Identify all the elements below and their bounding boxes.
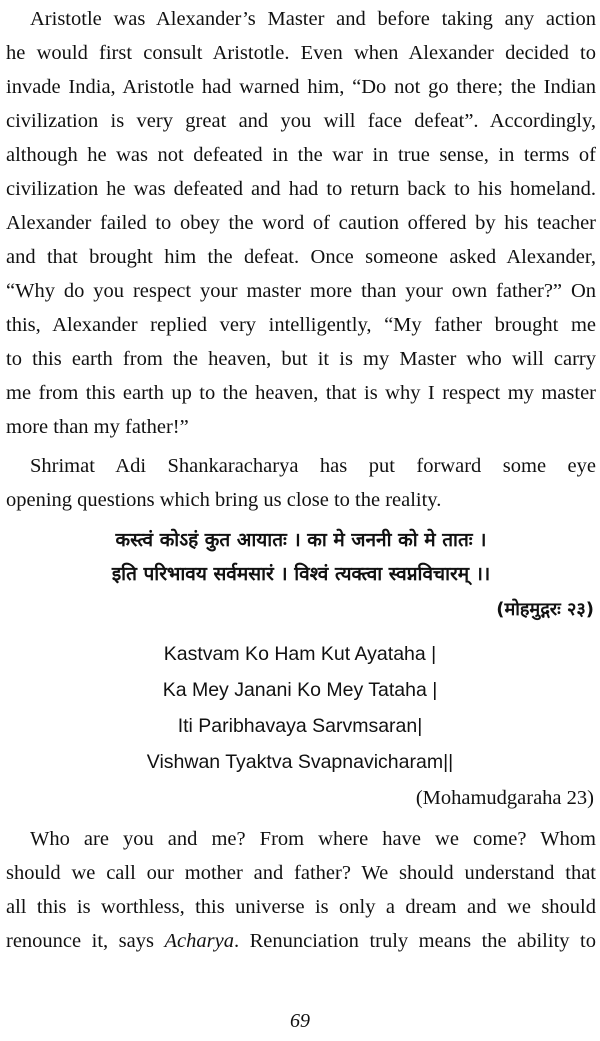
text-line: civilization is very great and you will face defeat”. Accordingly, [6,110,596,132]
text-line: Aristotle was Alexander’s Master and before taking any action [30,8,596,30]
italic-term-acharya: Acharya [164,930,234,952]
sanskrit-reference: (मोहमुद्गरः २३) [496,599,594,620]
text-line: “Why do you respect your master more than your own father?” On [6,280,596,302]
text-line: Alexander failed to obey the word of caution offered by his teacher [6,212,596,234]
text-segment: . Renunciation truly means the ability to [233,930,596,952]
sanskrit-line: कस्त्वं कोऽहं कुत आयातः । का मे जननी को मे तातः । [115,529,487,551]
text-segment: renounce it, says [6,930,165,952]
transliteration-line: Iti Paribhavaya Sarvmsaran| [177,715,423,737]
text-line: Who are you and me? From where have we come? Whom [30,828,596,850]
transliteration-line: Vishwan Tyaktva Svapnavicharam|| [146,751,454,773]
transliteration-reference: (Mohamudgaraha 23) [415,787,594,809]
text-line: me from this earth up to the heaven, that is why I respect my master [6,382,596,404]
page-number: 69 [290,1010,310,1032]
text-line: all this is worthless, this universe is only a dream and we should [6,896,596,918]
text-line: although he was not defeated in the war in true sense, in terms of [6,144,596,166]
text-line: he would first consult Aristotle. Even when Alexander decided to [6,42,596,64]
text-line: to this earth from the heaven, but it is my Master who will carry [6,348,596,370]
text-line: more than my father!” [6,416,189,438]
text-line: civilization he was defeated and had to return back to his homeland. [6,178,596,200]
text-line: Shrimat Adi Shankaracharya has put forward some eye [30,455,596,477]
text-line [6,924,596,958]
text-line: this, Alexander replied very intelligently, “My father brought me [6,314,596,336]
transliteration-line: Kastvam Ko Ham Kut Ayataha | [163,643,437,665]
transliteration-line: Ka Mey Janani Ko Mey Tataha | [162,679,438,701]
text-line: invade India, Aristotle had warned him, “Do not go there; the Indian [6,76,596,98]
text-line: and that brought him the defeat. Once someone asked Alexander, [6,246,596,268]
text-line: opening questions which bring us close to the reality. [6,489,442,511]
text-line: should we call our mother and father? We should understand that [6,862,596,884]
sanskrit-line: इति परिभावय सर्वमसारं । विश्वं त्यक्त्वा स्वप्नविचारम् ।। [111,563,491,585]
